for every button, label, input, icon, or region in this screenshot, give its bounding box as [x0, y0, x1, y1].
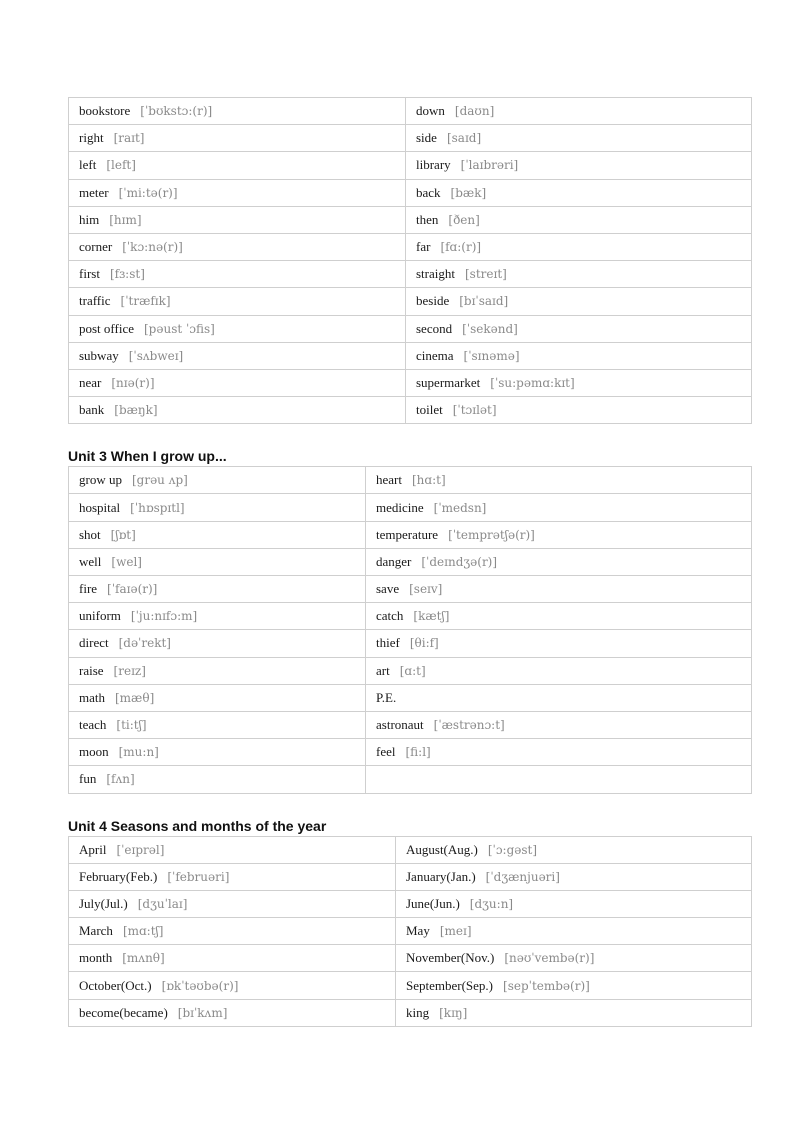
table-row: [69, 288, 752, 315]
vocab-cell: [406, 397, 752, 424]
vocab-phonetic: [ˈkɔ:nə(r)]: [122, 240, 183, 255]
vocab-cell: [69, 152, 406, 179]
vocab-phonetic: [ˈsekənd]: [462, 321, 518, 336]
vocab-word: subway: [79, 347, 119, 363]
vocab-word: save: [376, 581, 400, 597]
vocab-word: down: [416, 103, 445, 119]
vocab-cell: [406, 179, 752, 206]
vocab-word: fire: [79, 581, 98, 597]
vocab-word: fun: [79, 771, 97, 787]
unit3-vocab-table: [68, 466, 752, 793]
vocab-cell: [366, 521, 752, 548]
vocab-cell: [406, 152, 752, 179]
vocab-cell: [366, 603, 752, 630]
vocab-word: P.E.: [376, 689, 397, 705]
vocab-cell: [406, 342, 752, 369]
table-row: [69, 576, 752, 603]
vocab-word: direct: [79, 635, 109, 651]
vocab-cell: [69, 711, 366, 738]
vocab-cell: [69, 945, 396, 972]
unit2-table-body: [69, 98, 752, 424]
vocab-phonetic: [wel]: [111, 554, 142, 569]
vocab-phonetic: [ˈmi:tə(r)]: [118, 185, 178, 200]
vocab-phonetic: [ɑ:t]: [399, 663, 426, 678]
vocab-cell: [366, 684, 752, 711]
vocab-word: uniform: [79, 608, 121, 624]
table-row: [69, 684, 752, 711]
vocab-phonetic: [ˈfebruəri]: [167, 869, 230, 884]
table-row: [69, 206, 752, 233]
vocab-cell: [69, 766, 366, 793]
vocab-phonetic: [dəˈrekt]: [118, 636, 171, 651]
vocab-phonetic: [reɪz]: [113, 663, 146, 678]
vocab-word: July(Jul.): [79, 895, 128, 911]
vocab-cell: [366, 766, 752, 793]
table-row: [69, 494, 752, 521]
vocab-phonetic: [daʊn]: [454, 104, 495, 119]
table-row: [69, 657, 752, 684]
vocab-word: temperature: [376, 526, 439, 542]
vocab-phonetic: [ˈlaɪbrəri]: [460, 158, 519, 173]
vocab-phonetic: [θi:f]: [409, 636, 439, 651]
table-row: [69, 548, 752, 575]
vocab-phonetic: [fɑ:(r)]: [440, 240, 482, 255]
vocab-word: right: [79, 130, 104, 146]
vocab-cell: [69, 521, 366, 548]
vocab-phonetic: [streɪt]: [465, 267, 507, 282]
vocab-cell: [69, 548, 366, 575]
table-row: [69, 766, 752, 793]
vocab-phonetic: [bɪˈsaɪd]: [459, 294, 509, 309]
vocab-phonetic: [kɪŋ]: [439, 1005, 468, 1020]
vocab-word: January(Jan.): [406, 868, 476, 884]
vocab-phonetic: [raɪt]: [113, 131, 145, 146]
vocab-cell: [366, 576, 752, 603]
vocab-word: teach: [79, 717, 107, 733]
vocab-cell: [406, 206, 752, 233]
vocab-phonetic: [ɒkˈtəʊbə(r)]: [161, 978, 239, 993]
vocab-word: become(became): [79, 1004, 168, 1020]
vocab-word: library: [416, 157, 451, 173]
vocab-word: left: [79, 157, 97, 173]
vocab-phonetic: [mæθ]: [115, 690, 155, 705]
vocab-word: then: [416, 211, 439, 227]
vocab-word: first: [79, 266, 100, 282]
vocab-word: medicine: [376, 499, 424, 515]
vocab-word: back: [416, 184, 441, 200]
table-row: [69, 125, 752, 152]
vocab-phonetic: [nɪə(r)]: [111, 375, 155, 390]
vocab-word: bookstore: [79, 103, 131, 119]
vocab-phonetic: [ˈdʒænjuəri]: [485, 869, 560, 884]
vocab-word: toilet: [416, 402, 443, 418]
table-row: [69, 945, 752, 972]
vocab-word: side: [416, 130, 437, 146]
vocab-cell: [396, 972, 752, 999]
vocab-cell: [366, 494, 752, 521]
vocab-phonetic: [hɪm]: [109, 212, 142, 227]
vocab-cell: [69, 739, 366, 766]
vocab-cell: [69, 890, 396, 917]
vocab-phonetic: [dʒuˈlaɪ]: [137, 896, 188, 911]
vocab-phonetic: [ˈbʊkstɔ:(r)]: [140, 104, 213, 119]
vocab-word: him: [79, 211, 100, 227]
vocab-cell: [69, 179, 406, 206]
vocab-phonetic: [bɪˈkʌm]: [177, 1005, 228, 1020]
table-row: [69, 999, 752, 1026]
section-gap: [68, 794, 751, 816]
unit4-vocab-table: [68, 836, 752, 1027]
vocab-phonetic: [ˈsʌbweɪ]: [128, 348, 184, 363]
table-row: [69, 863, 752, 890]
vocab-word: heart: [376, 472, 402, 488]
vocab-phonetic: [ˈeɪprəl]: [116, 842, 165, 857]
vocab-word: meter: [79, 184, 109, 200]
vocab-phonetic: [saɪd]: [446, 131, 482, 146]
vocab-cell: [69, 315, 406, 342]
vocab-cell: [366, 739, 752, 766]
unit4-table-body: [69, 836, 752, 1026]
vocab-word: king: [406, 1004, 430, 1020]
vocab-word: feel: [376, 744, 396, 760]
table-row: [69, 836, 752, 863]
vocab-cell: [69, 836, 396, 863]
vocab-word: math: [79, 689, 105, 705]
vocab-phonetic: [ˈsɪnəmə]: [463, 348, 520, 363]
vocab-word: May: [406, 923, 430, 939]
table-row: [69, 467, 752, 494]
vocab-phonetic: [fɜ:st]: [109, 267, 145, 282]
vocab-word: month: [79, 950, 113, 966]
vocab-word: shot: [79, 526, 101, 542]
vocab-cell: [69, 494, 366, 521]
vocab-phonetic: [bæŋk]: [114, 403, 158, 418]
vocab-cell: [69, 576, 366, 603]
vocab-word: November(Nov.): [406, 950, 495, 966]
vocab-cell: [69, 261, 406, 288]
table-row: [69, 890, 752, 917]
vocab-word: second: [416, 320, 453, 336]
vocab-phonetic: [hɑ:t]: [411, 473, 446, 488]
vocab-phonetic: [ˈdeɪndʒə(r)]: [421, 554, 498, 569]
vocab-phonetic: [ˈmedsn]: [433, 500, 487, 515]
vocabulary-page: [68, 97, 751, 1027]
unit2-vocab-table: [68, 97, 752, 424]
vocab-word: grow up: [79, 472, 122, 488]
vocab-cell: [396, 918, 752, 945]
vocab-cell: [69, 206, 406, 233]
vocab-phonetic: [ˈtemprətʃə(r)]: [448, 527, 535, 542]
vocab-cell: [69, 684, 366, 711]
section-gap: [68, 424, 751, 446]
vocab-cell: [69, 657, 366, 684]
table-row: [69, 918, 752, 945]
vocab-phonetic: [ˈtɔɪlət]: [452, 403, 497, 418]
vocab-phonetic: [ˈɔ:gəst]: [487, 842, 538, 857]
vocab-cell: [69, 369, 406, 396]
vocab-cell: [396, 890, 752, 917]
vocab-word: March: [79, 923, 113, 939]
vocab-word: astronaut: [376, 717, 424, 733]
table-row: [69, 233, 752, 260]
vocab-cell: [69, 972, 396, 999]
vocab-phonetic: [ðen]: [448, 212, 480, 227]
table-row: [69, 397, 752, 424]
vocab-cell: [69, 603, 366, 630]
vocab-phonetic: [pəust ˈɔfis]: [144, 321, 215, 336]
vocab-word: April: [79, 841, 107, 857]
vocab-word: raise: [79, 662, 104, 678]
vocab-cell: [366, 711, 752, 738]
vocab-word: post office: [79, 320, 134, 336]
vocab-cell: [69, 467, 366, 494]
unit3-title: Unit 3 When I grow up...: [68, 448, 227, 465]
vocab-word: bank: [79, 402, 105, 418]
table-row: [69, 972, 752, 999]
table-row: [69, 342, 752, 369]
table-row: [69, 739, 752, 766]
vocab-phonetic: [ˈfaɪə(r)]: [107, 582, 158, 597]
vocab-phonetic: [mʌnθ]: [122, 951, 165, 966]
vocab-word: thief: [376, 635, 400, 651]
vocab-cell: [406, 125, 752, 152]
vocab-cell: [406, 261, 752, 288]
vocab-phonetic: [grəu ʌp]: [131, 473, 188, 488]
vocab-cell: [69, 999, 396, 1026]
vocab-word: corner: [79, 239, 113, 255]
vocab-word: art: [376, 662, 390, 678]
vocab-phonetic: [fi:l]: [405, 745, 431, 760]
vocab-cell: [69, 918, 396, 945]
vocab-cell: [69, 125, 406, 152]
vocab-word: danger: [376, 553, 412, 569]
unit4-title: Unit 4 Seasons and months of the year: [68, 817, 327, 834]
vocab-cell: [69, 397, 406, 424]
vocab-phonetic: [nəʊˈvembə(r)]: [504, 951, 595, 966]
vocab-word: hospital: [79, 499, 121, 515]
table-row: [69, 603, 752, 630]
table-row: [69, 521, 752, 548]
vocab-phonetic: [meɪ]: [439, 924, 472, 939]
table-row: [69, 152, 752, 179]
vocab-cell: [366, 548, 752, 575]
vocab-cell: [69, 288, 406, 315]
vocab-phonetic: [ʃɒt]: [110, 527, 136, 542]
vocab-word: February(Feb.): [79, 868, 158, 884]
table-row: [69, 315, 752, 342]
vocab-cell: [69, 863, 396, 890]
vocab-cell: [69, 98, 406, 125]
vocab-cell: [366, 630, 752, 657]
vocab-cell: [366, 657, 752, 684]
vocab-word: beside: [416, 293, 450, 309]
vocab-phonetic: [ˈsu:pəmɑ:kɪt]: [490, 375, 575, 390]
vocab-phonetic: [sepˈtembə(r)]: [503, 978, 590, 993]
vocab-phonetic: [mu:n]: [118, 745, 159, 760]
table-row: [69, 711, 752, 738]
vocab-cell: [396, 999, 752, 1026]
vocab-cell: [406, 233, 752, 260]
vocab-word: cinema: [416, 347, 454, 363]
vocab-word: catch: [376, 608, 404, 624]
vocab-phonetic: [ti:tʃ]: [116, 718, 147, 733]
vocab-word: supermarket: [416, 374, 481, 390]
vocab-phonetic: [ˈhɒspɪtl]: [130, 500, 185, 515]
vocab-phonetic: [fʌn]: [106, 772, 135, 787]
vocab-phonetic: [mɑ:tʃ]: [122, 924, 164, 939]
vocab-cell: [396, 836, 752, 863]
vocab-phonetic: [bæk]: [450, 185, 487, 200]
vocab-cell: [396, 945, 752, 972]
vocab-cell: [69, 342, 406, 369]
vocab-word: traffic: [79, 293, 111, 309]
vocab-word: moon: [79, 744, 109, 760]
vocab-cell: [406, 369, 752, 396]
vocab-phonetic: [seɪv]: [409, 582, 443, 597]
vocab-word: September(Sep.): [406, 977, 494, 993]
vocab-cell: [366, 467, 752, 494]
vocab-cell: [406, 288, 752, 315]
vocab-word: October(Oct.): [79, 977, 152, 993]
table-row: [69, 179, 752, 206]
table-row: [69, 630, 752, 657]
unit3-table-body: [69, 467, 752, 793]
vocab-phonetic: [ˈæstrənɔ:t]: [433, 718, 505, 733]
table-row: [69, 98, 752, 125]
vocab-phonetic: [kætʃ]: [413, 609, 450, 624]
vocab-word: far: [416, 239, 431, 255]
vocab-word: well: [79, 553, 102, 569]
vocab-cell: [406, 315, 752, 342]
table-row: [69, 369, 752, 396]
vocab-cell: [396, 863, 752, 890]
vocab-cell: [69, 233, 406, 260]
vocab-phonetic: [left]: [106, 158, 136, 173]
vocab-cell: [69, 630, 366, 657]
vocab-phonetic: [ˈtræfɪk]: [120, 294, 171, 309]
vocab-phonetic: [dʒu:n]: [469, 896, 514, 911]
vocab-phonetic: [ˈju:nɪfɔ:m]: [130, 609, 198, 624]
vocab-word: August(Aug.): [406, 841, 478, 857]
table-row: [69, 261, 752, 288]
vocab-word: straight: [416, 266, 455, 282]
vocab-cell: [406, 98, 752, 125]
vocab-word: June(Jun.): [406, 895, 460, 911]
vocab-word: near: [79, 374, 102, 390]
